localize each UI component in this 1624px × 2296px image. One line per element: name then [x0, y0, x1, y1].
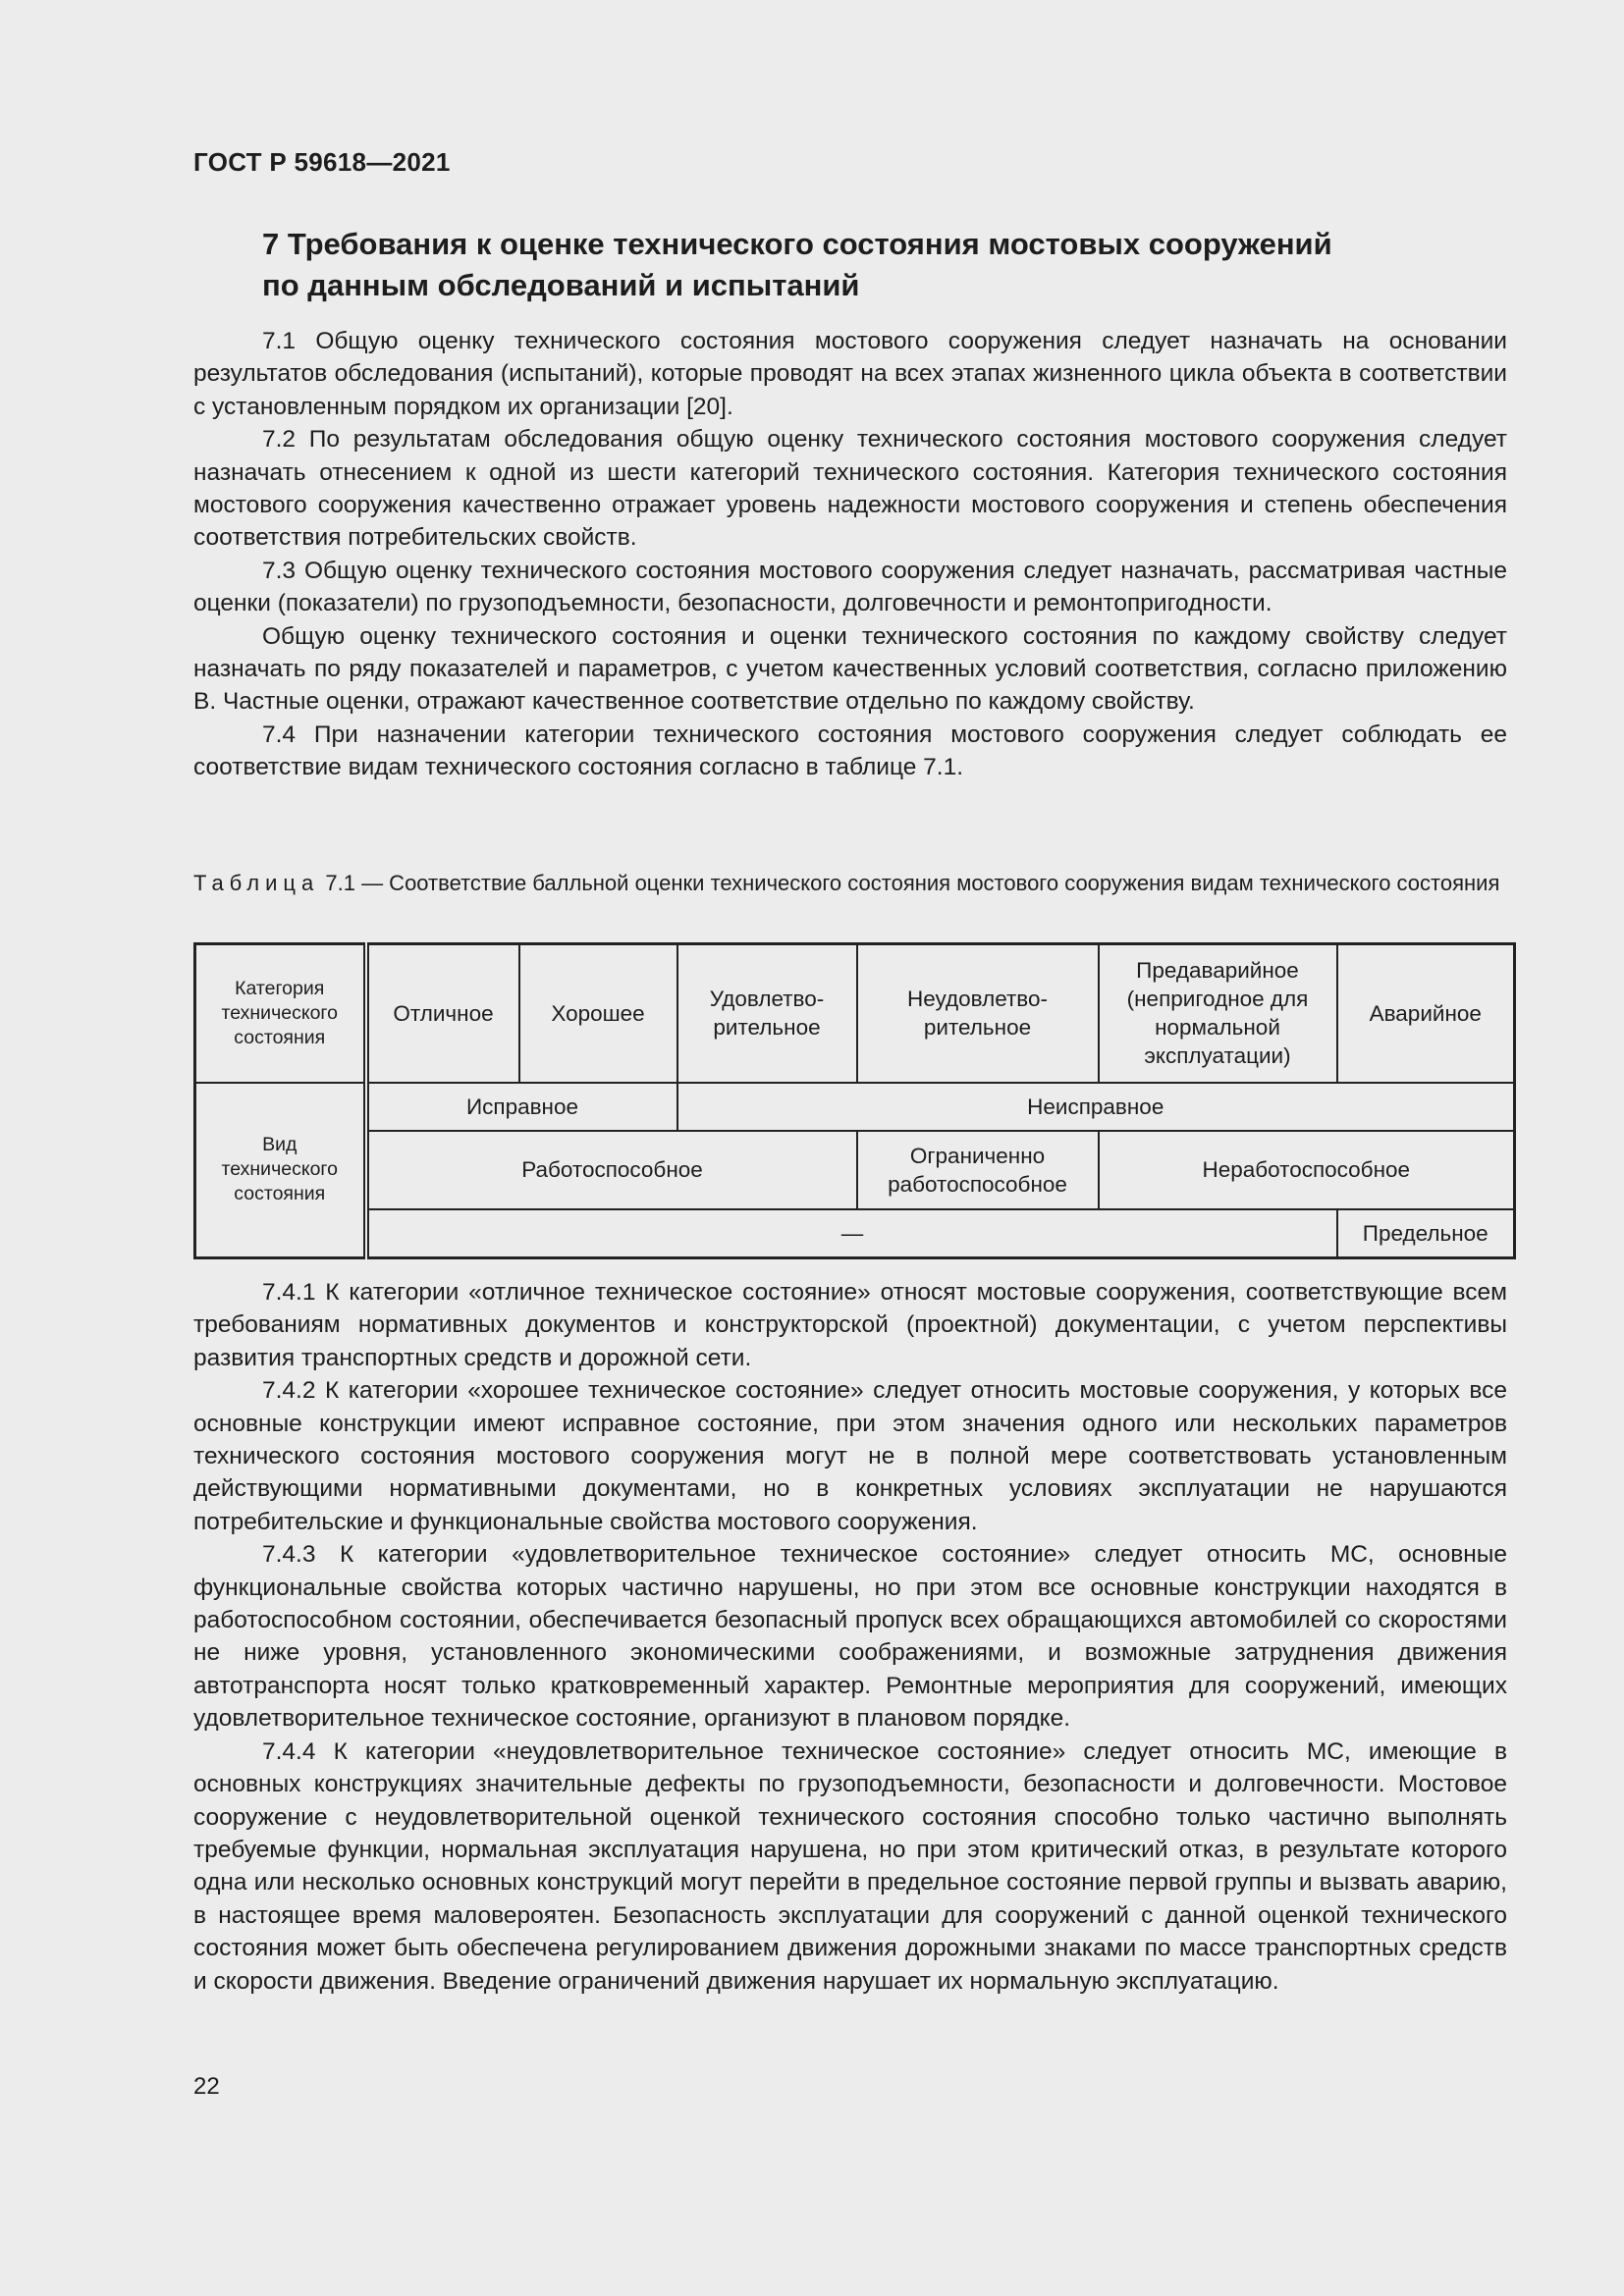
- paragraph-7-4-4: 7.4.4 К категории «неудовлетворительное техническое состояние» следует относить МС, имеющие в основных конструкциях значительные дефекты по грузоподъемности, безопасности и долговечности. Мостовое сооружение с неудовлетворительной оценкой технического состояния способно только частично выполнять требуемые функции, нормальная эксплуатация нарушена, но при этом критический отказ, в результате которого одна или несколько основных конструкций могут перейти в предельное состояние первой группы и вызвать аварию, в настоящее время маловероятен. Безопасность эксплуатации для сооружений с данной оценкой технического состояния может быть обеспечена регулированием движения дорожными знаками по массе транспортных средств и скорости движения. Введение ограничений движения нарушает их нормальную эксплуатацию.: [193, 1737, 1507, 1995]
- paragraph-7-2: 7.2 По результатам обследования общую оценку технического состояния мостового сооружения следует назначать отнесением к одной из шести категорий технического состояния. Категория технического состояния мостового сооружения качественно отражает уровень надежности мостового сооружения и степень обеспечения соответствия потребительских свойств.: [193, 426, 1507, 552]
- table-caption-text: 7.1 — Соответствие балльной оценки технического состояния мостового сооружения видам технического состояния: [319, 871, 1500, 895]
- state-category-table: [193, 942, 1516, 1259]
- paragraph-7-4-2: 7.4.2 К категории «хорошее техническое состояние» следует относить мостовые сооружения, у которых все основные конструкции имеют исправное состояние, при этом значения одного или нескольких параметров технического состояния мостового сооружения могут не в полной мере соответствовать установленным действующими нормативными документами, но в конкретных условиях эксплуатации не нарушаются потребительские и функциональные свойства мостового сооружения.: [193, 1377, 1507, 1535]
- table-row-limit-state: [195, 1209, 1515, 1258]
- section-heading-line-1: 7 Требования к оценке технического состояния мостовых сооружений: [262, 227, 1332, 261]
- document-code: ГОСТ Р 59618—2021: [193, 147, 451, 177]
- category-unsatisfactory: Неудовлетво-рительное: [857, 944, 1099, 1083]
- row-label-state-type: Вид технического состояния: [195, 1083, 366, 1258]
- paragraph-7-3: 7.3 Общую оценку технического состояния мостового сооружения следует назначать, рассматривая частные оценки (показатели) по грузоподъемности, безопасности, долговечности и ремонтопригодности.: [193, 557, 1507, 617]
- cell-faulty: Неисправное: [677, 1083, 1515, 1131]
- paragraph-7-4: 7.4 При назначении категории технического состояния мостового сооружения следует соблюдать ее соответствие видам технического состояния согласно в таблице 7.1.: [193, 721, 1507, 781]
- table-caption-prefix: Таблица: [193, 871, 320, 895]
- category-satisfactory: Удовлетво-рительное: [677, 944, 857, 1083]
- paragraphs-top: [193, 325, 1507, 784]
- cell-limit-state: Предельное: [1337, 1209, 1515, 1258]
- category-good: Хорошее: [519, 944, 677, 1083]
- category-excellent: Отличное: [366, 944, 519, 1083]
- table-row-operability: [195, 1131, 1515, 1209]
- paragraph-7-3-cont: Общую оценку технического состояния и оценки технического состояния по каждому свойству следует назначать по ряду показателей и параметров, с учетом качественных условий соответствия, согласно приложению В. Частные оценки, отражают качественное соответствие отдельно по каждому свойству.: [193, 622, 1507, 716]
- paragraph-7-1: 7.1 Общую оценку технического состояния мостового сооружения следует назначать на основании результатов обследования (испытаний), которые проводят на всех этапах жизненного цикла объекта в соответствии с установленным порядком их организации [20].: [193, 328, 1507, 420]
- paragraph-7-4-3: 7.4.3 К категории «удовлетворительное техническое состояние» следует относить МС, основные функциональные свойства которых частично нарушены, но при этом все основные конструкции находятся в работоспособном состоянии, обеспечивается безопасный пропуск всех обращающихся автомобилей со скоростями не ниже уровня, установленного экономическими соображениями, и возможные затруднения движения автотранспорта носят только кратковременный характер. Ремонтные мероприятия для сооружений, имеющих удовлетворительное техническое состояние, организуют в плановом порядке.: [193, 1541, 1507, 1733]
- cell-dash: —: [366, 1209, 1337, 1258]
- table-header-row: [195, 944, 1515, 1083]
- section-heading-line-2: по данным обследований и испытаний: [262, 268, 860, 302]
- paragraphs-bottom: [193, 1276, 1507, 1998]
- cell-operable: Работоспособное: [366, 1131, 857, 1209]
- cell-serviceable: Исправное: [366, 1083, 677, 1131]
- paragraph-7-4-1: 7.4.1 К категории «отличное техническое состояние» относят мостовые сооружения, соответствующие всем требованиям нормативных документов и конструкторской (проектной) документации, с учетом перспективы развития транспортных средств и дорожной сети.: [193, 1279, 1507, 1371]
- page-number: 22: [193, 2073, 220, 2100]
- section-heading: [262, 224, 1489, 306]
- cell-limited-operable: Ограниченно работоспособное: [857, 1131, 1099, 1209]
- header-category-cell: Категория технического состояния: [195, 944, 366, 1083]
- table-row-serviceability: [195, 1083, 1515, 1131]
- category-emergency: Аварийное: [1337, 944, 1515, 1083]
- cell-inoperable: Неработоспособное: [1099, 1131, 1515, 1209]
- table-caption: [193, 869, 1507, 897]
- category-pre-emergency: Предаварийное (непригодное для нормальной эксплуатации): [1099, 944, 1337, 1083]
